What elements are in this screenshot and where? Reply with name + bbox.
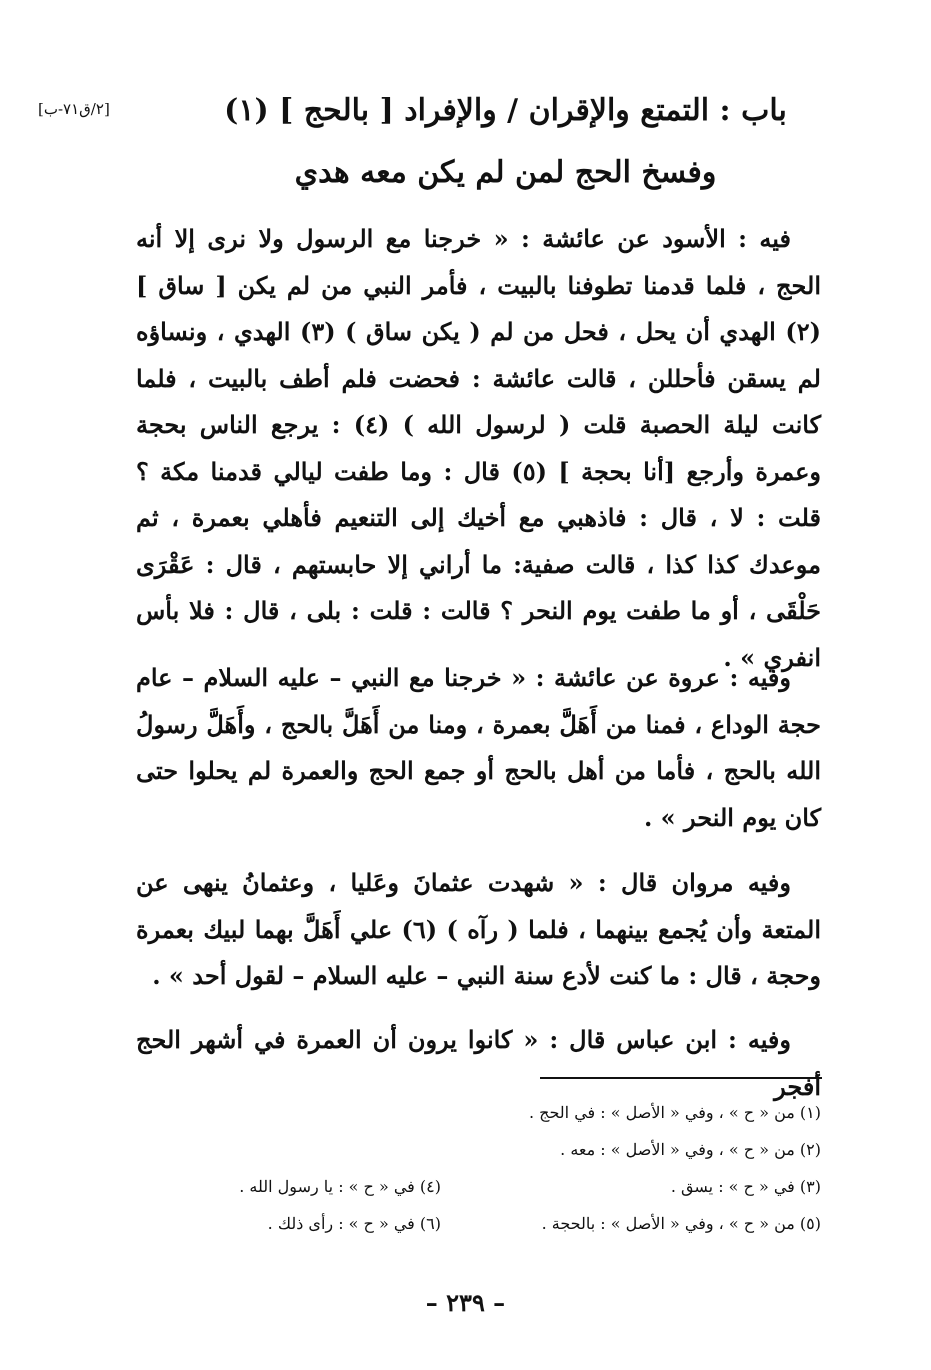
footnote-6: (٦) في « ح » : رأى ذلك . <box>267 1214 441 1233</box>
paragraph-aisha-aswad: فيه : الأسود عن عائشة : « خرجنا مع الرسول ولا نرى إلا أنه الحج ، فلما قدمنا تطوفنا بالبيت ، فأمر النبي من لم يكن [ ساق ] (٢) الهدي أن يحل ، فحل من لم ( يكن ساق ) (٣) الهدي ، ونساؤه لم يسقن فأحللن ، قالت عائشة : فحضت فلم أطف بالبيت ، فلما كانت ليلة الحصبة قلت ( لرسول الله ) (٤) : يرجع الناس بحجة وعمرة وأرجع [أنا بحجة ] (٥) قال : وما طفت ليالي قدمنا مكة ؟ قلت : لا ، قال : فاذهبي مع أخيك إلى التنعيم فأهلي بعمرة ، ثم موعدك كذا كذا ، قالت صفية: ما أراني إلا حابستهم ، قال : عَقْرَى حَلْقَى ، أو ما طفت يوم النحر ؟ قالت : قلت : بلى ، قال : فلا بأس انفري » . <box>136 224 822 672</box>
footnote-4: (٤) في « ح » : يا رسول الله . <box>239 1177 441 1196</box>
page-number: – ٢٣٩ – <box>425 1288 506 1317</box>
footnote-5: (٥) من « ح » ، وفي « الأصل » : بالحجة . <box>541 1214 821 1233</box>
paragraph-aisha-urwa: وفيه : عروة عن عائشة : « خرجنا مع النبي – عليه السلام – عام حجة الوداع ، فمنا من أَهَلَّ بعمرة ، ومنا من أَهَلَّ بالحج ، وأَهَلَّ رسولُ الله بالحج ، فأما من أهل بالحج أو جمع الحج والعمرة لم يحلوا حتى كان يوم النحر » . <box>136 663 821 832</box>
chapter-title-line-2: وفسخ الحج لمن لم يكن معه هدي <box>294 155 717 190</box>
paragraph-ibn-abbas: وفيه : ابن عباس قال : « كانوا يرون أن العمرة في أشهر الحج أفجر <box>136 1025 821 1101</box>
footnote-3: (٣) في « ح » : يسق . <box>670 1177 821 1196</box>
footnote-separator <box>540 1077 822 1079</box>
manuscript-folio-reference: [٢/ق٧١-ب] <box>38 100 110 118</box>
footnote-2: (٢) من « ح » ، وفي « الأصل » : معه . <box>560 1140 821 1159</box>
footnote-1: (١) من « ح » ، وفي « الأصل » : في الحج . <box>528 1103 821 1122</box>
chapter-title-line-1: باب : التمتع والإقران / والإفراد [ بالحج ] (١) <box>224 93 787 128</box>
footnotes <box>136 1094 821 1242</box>
paragraph-marwan: وفيه مروان قال : « شهدت عثمانَ وعَليا ، وعثمانُ ينهى عن المتعة وأن يُجمع بينهما ، فلما ( رآه ) (٦) علي أَهَلَّ بهما لبيك بعمرة وحجة ، قال : ما كنت لأدع سنة النبي – عليه السلام – لقول أحد » . <box>136 868 821 990</box>
